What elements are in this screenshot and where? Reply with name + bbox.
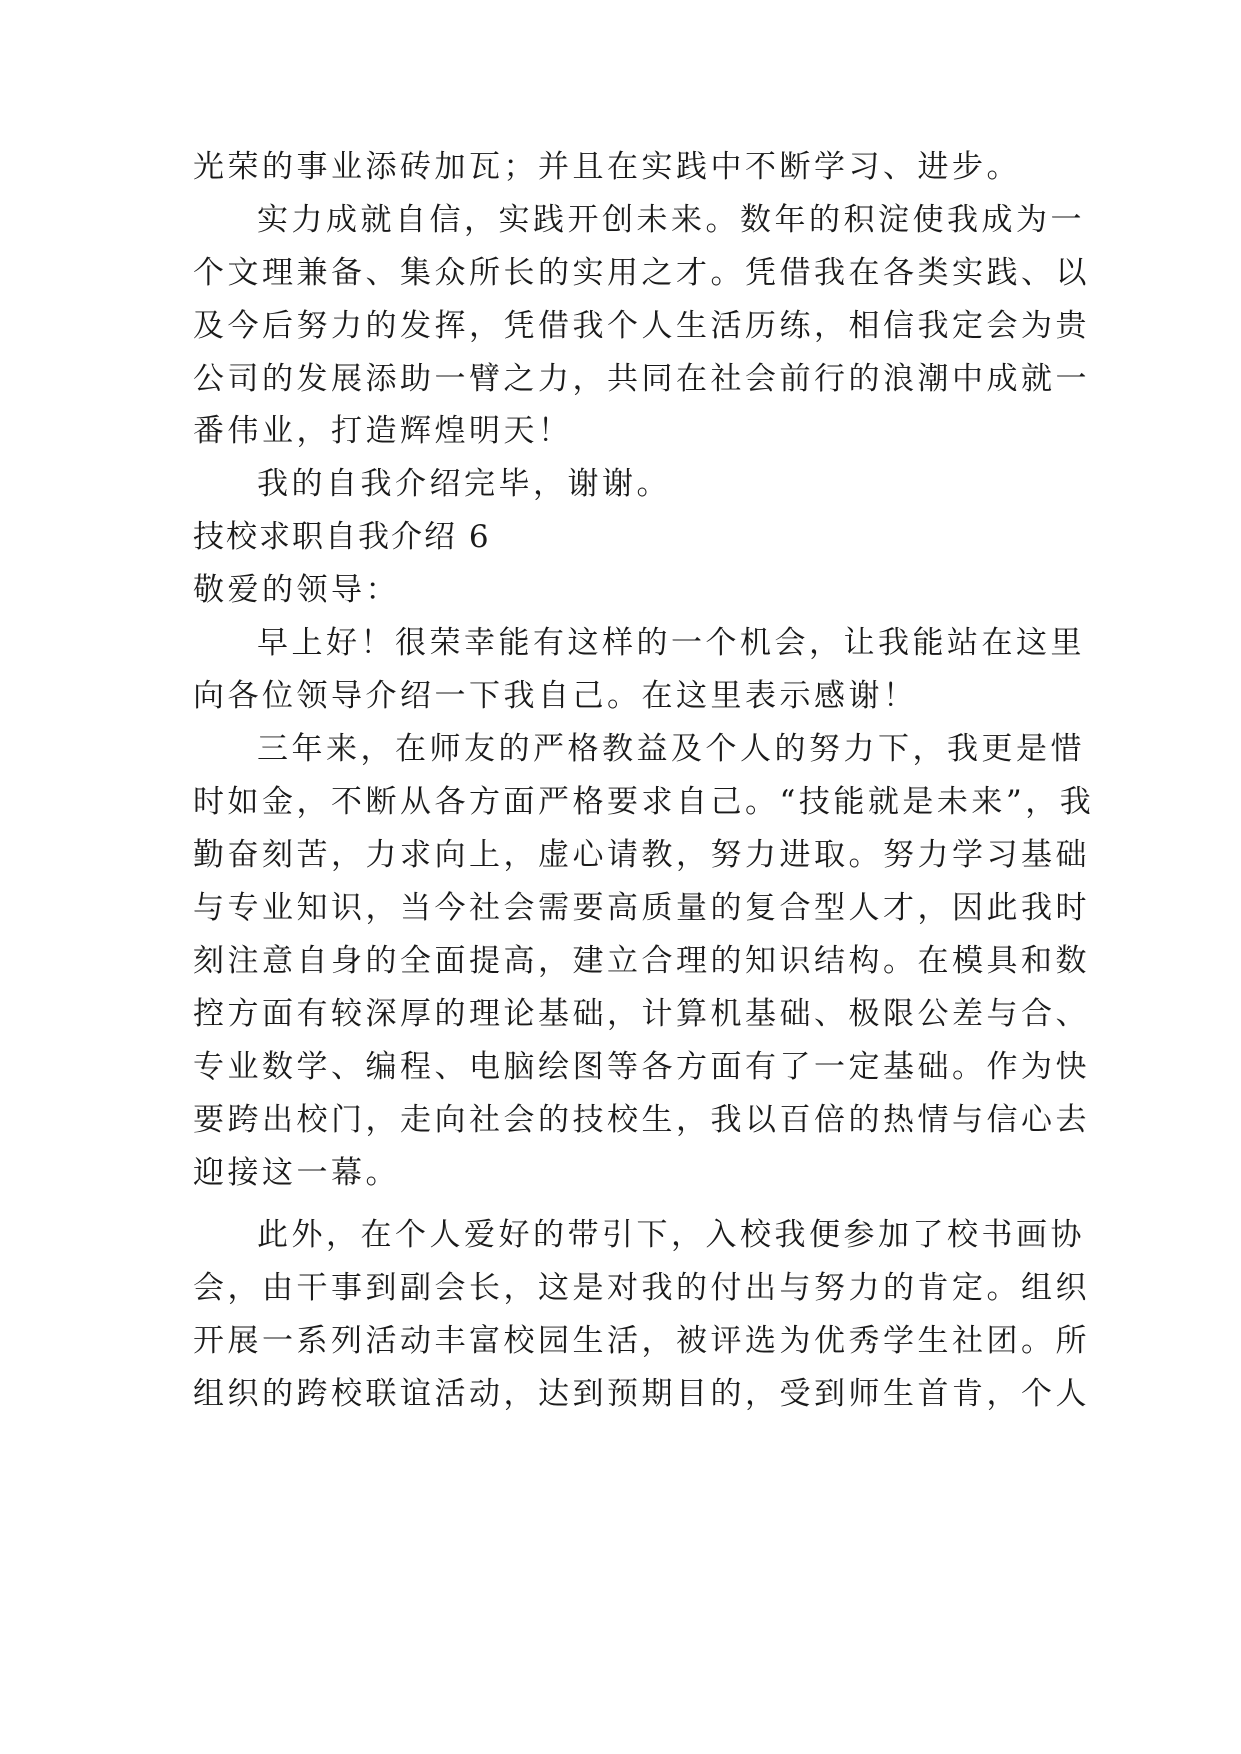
text-line: 及今后努力的发挥，凭借我个人生活历练，相信我定会为贵: [193, 308, 1090, 344]
text-line: 控方面有较深厚的理论基础，计算机基础、极限公差与合、: [193, 996, 1090, 1032]
text-line: 向各位领导介绍一下我自己。在这里表示感谢！: [193, 678, 918, 714]
paragraph-start-line: 我的自我介绍完毕，谢谢。: [257, 466, 671, 502]
text-line: 组织的跨校联谊活动，达到预期目的，受到师生首肯，个人: [193, 1376, 1090, 1412]
text-line: 个文理兼备、集众所长的实用之才。凭借我在各类实践、以: [193, 255, 1090, 291]
text-line: 时如金，不断从各方面严格要求自己。“技能就是未来”，我: [193, 784, 1095, 820]
section-heading: 技校求职自我介绍 6: [193, 519, 491, 555]
text-line: 番伟业，打造辉煌明天！: [193, 413, 573, 449]
salutation: 敬爱的领导：: [193, 572, 400, 608]
text-line: 与专业知识，当今社会需要高质量的复合型人才，因此我时: [193, 890, 1090, 926]
paragraph-start-line: 此外，在个人爱好的带引下，入校我便参加了校书画协: [257, 1217, 1085, 1253]
text-line: 迎接这一幕。: [193, 1155, 400, 1191]
text-line: 光荣的事业添砖加瓦；并且在实践中不断学习、进步。: [193, 149, 1021, 185]
text-line: 刻注意自身的全面提高，建立合理的知识结构。在模具和数: [193, 943, 1090, 979]
paragraph-start-line: 三年来，在师友的严格教益及个人的努力下，我更是惜: [257, 731, 1085, 767]
text-line: 开展一系列活动丰富校园生活，被评选为优秀学生社团。所: [193, 1323, 1090, 1359]
paragraph-start-line: 早上好！很荣幸能有这样的一个机会，让我能站在这里: [257, 625, 1085, 661]
paragraph-start-line: 实力成就自信，实践开创未来。数年的积淀使我成为一: [257, 202, 1085, 238]
text-line: 要跨出校门，走向社会的技校生，我以百倍的热情与信心去: [193, 1102, 1090, 1138]
text-line: 公司的发展添助一臂之力，共同在社会前行的浪潮中成就一: [193, 361, 1090, 397]
text-line: 专业数学、编程、电脑绘图等各方面有了一定基础。作为快: [193, 1049, 1090, 1085]
text-line: 勤奋刻苦，力求向上，虚心请教，努力进取。努力学习基础: [193, 837, 1090, 873]
text-line: 会，由干事到副会长，这是对我的付出与努力的肯定。组织: [193, 1270, 1090, 1306]
